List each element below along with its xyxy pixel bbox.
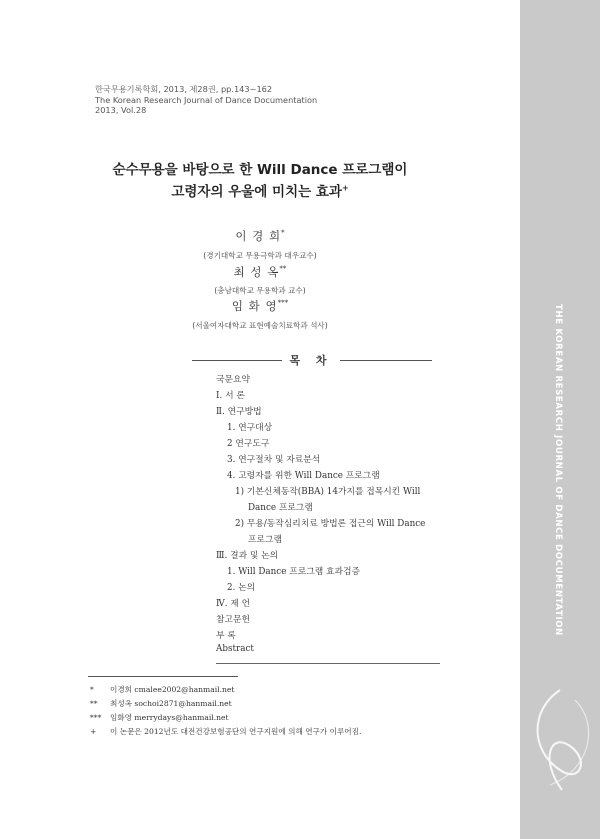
author-2-affiliation: (충남대학교 무용학과 교수) — [214, 286, 306, 295]
footnote-text: 이경희 cmalee2002@hanmail.net — [110, 685, 235, 694]
toc-item: 2. 논의 — [227, 583, 256, 593]
journal-vertical-title: THE KOREAN RESEARCH JOURNAL OF DANCE DOCUMENTATION — [553, 304, 563, 636]
header-line-2: The Korean Research Journal of Dance Documentation — [95, 94, 318, 105]
toc-item: Abstract — [216, 644, 254, 654]
footnote — [90, 726, 361, 737]
toc-item: 1. 연구대상 — [227, 423, 273, 433]
header-line-3: 2013, Vol.28 — [95, 105, 147, 115]
footnote-text: 이 논문은 2012년도 대전건강보험공단의 연구지원에 의해 연구가 이루어짐. — [110, 727, 362, 736]
toc-item: 4. 고령자를 위한 Will Dance 프로그램 — [227, 471, 380, 481]
toc-item: Dance 프로그램 — [248, 503, 313, 513]
toc-item: 프로그램 — [248, 535, 282, 545]
footnote — [90, 698, 232, 709]
toc-rule-right — [340, 360, 432, 361]
footnote-mark: * — [90, 685, 94, 694]
author-3-name: 임 화 영 — [231, 299, 278, 313]
author-2-mark: ** — [279, 265, 287, 274]
footnote-rule — [88, 676, 238, 677]
author-1-affiliation: (경기대학교 무용극학과 대우교수) — [203, 251, 317, 260]
footnote — [90, 684, 234, 695]
paper-title-line-2 — [60, 180, 460, 200]
paper-title-line-1: 순수무용을 바탕으로 한 Will Dance 프로그램이 — [112, 162, 408, 178]
toc-item: Ⅲ. 결과 및 논의 — [216, 551, 279, 561]
journal-header — [95, 84, 317, 116]
header-line-1: 한국무용기록학회, 2013, 제28권, pp.143~162 — [95, 84, 273, 94]
toc-bottom-rule — [216, 663, 440, 664]
toc-item: 3. 연구절차 및 자료분석 — [227, 455, 321, 465]
toc-item: Ⅱ. 연구방법 — [216, 407, 262, 417]
toc-heading: 목 차 — [289, 354, 333, 367]
footnote-mark: ** — [90, 699, 98, 708]
toc-item: 부 록 — [216, 631, 236, 641]
toc-rule-left — [192, 360, 282, 361]
footnote-mark: + — [90, 727, 97, 736]
toc-item: 2 연구도구 — [227, 439, 270, 449]
title-footnote-mark: + — [341, 183, 349, 193]
toc-item: 2) 무용/동작심리치료 방법론 접근의 Will Dance — [235, 519, 426, 529]
decorative-swirl — [520, 680, 600, 800]
footnote — [90, 712, 229, 723]
author-1 — [60, 228, 460, 244]
author-3-mark: *** — [277, 299, 289, 308]
author-2-name: 최 성 옥 — [233, 265, 280, 279]
author-3-affiliation: (서울여자대학교 표현예술치료학과 석사) — [192, 321, 328, 330]
toc-item: 1. Will Dance 프로그램 효과검증 — [227, 567, 360, 577]
footnote-text: 최성옥 sochoi2871@hanmail.net — [110, 699, 232, 708]
toc-item: 국문요약 — [216, 375, 250, 385]
author-1-mark: * — [281, 229, 285, 238]
footnote-mark: *** — [90, 713, 102, 722]
author-2 — [60, 264, 460, 280]
title-line-2-text: 고령자의 우울에 미치는 효과 — [171, 184, 342, 200]
toc-item: Ⅰ. 서 론 — [216, 391, 245, 401]
footnote-text: 임화영 merrydays@hanmail.net — [110, 713, 229, 722]
author-1-name: 이 경 희 — [235, 229, 282, 243]
author-3 — [60, 298, 460, 314]
toc-item: Ⅳ. 제 언 — [216, 599, 251, 609]
toc-item: 참고문헌 — [216, 615, 250, 625]
toc-item: 1) 기본신체동작(BBA) 14가지를 접목시킨 Will — [235, 487, 421, 497]
